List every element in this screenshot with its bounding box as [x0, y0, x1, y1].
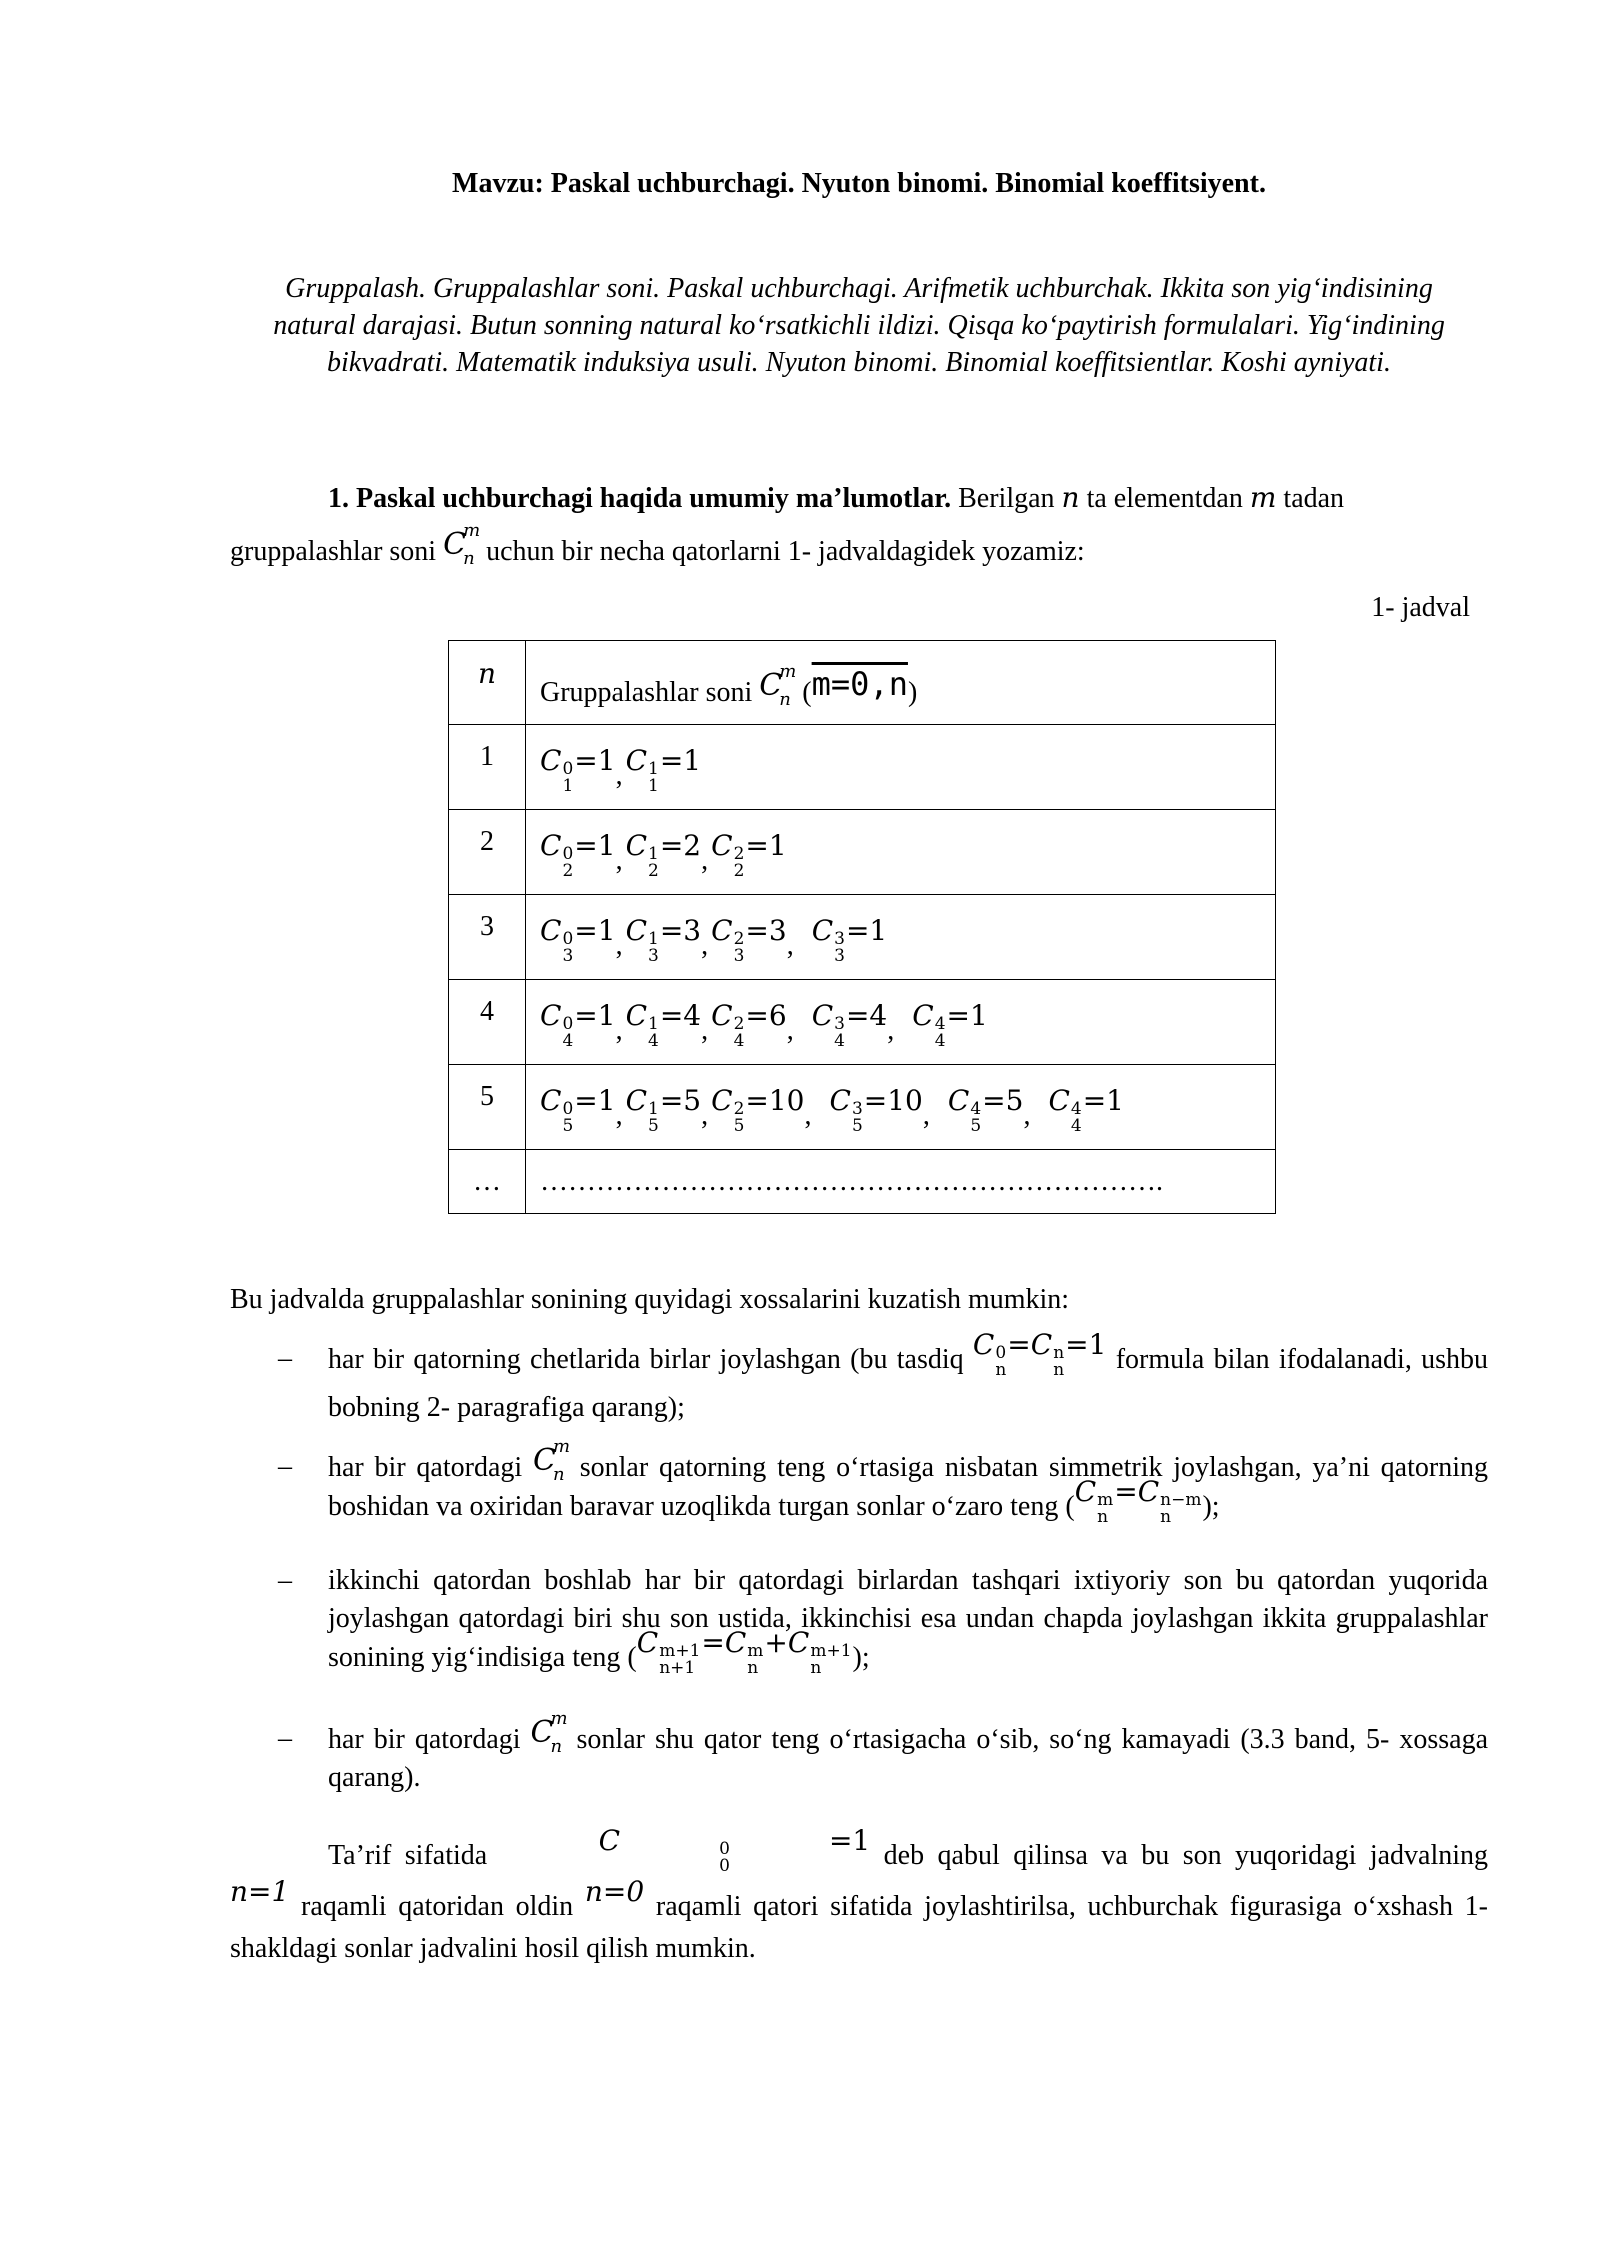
binomial-coefficient: C 0 5 = 1	[540, 1083, 616, 1136]
section-heading: 1. Paskal uchburchagi haqida umumiy ma’lumotlar.	[328, 483, 952, 514]
binomial-coefficient: C 3 4 = 4	[811, 998, 888, 1051]
math-n: n	[1061, 481, 1080, 514]
page-title: Mavzu: Paskal uchburchagi. Nyuton binomi. Binomial koeffitsiyent.	[452, 168, 1266, 199]
text: tadan	[1276, 483, 1345, 514]
header-n: n	[449, 641, 526, 725]
row-values: C 0 5 = 1 , C 1 5 = 5 , C 2 5 = 10 , C 3 5 = 10 , C 4 5 = 5 , C 4 4 = 1	[526, 1065, 1276, 1150]
math-m: m	[1249, 481, 1277, 514]
list-item: – har bir qatorning chetlarida birlar joylashgan (bu tasdiq C 0 n = C n n =1 formula bilan ifodalanadi, ushbu bobning 2- paragrafiga qarang);	[278, 1328, 1488, 1423]
binomial-coefficient: C 4 4 = 1	[1048, 1083, 1124, 1136]
list-item: – har bir qatordagi C m n sonlar qatorning teng o‘rtasiga nisbatan simmetrik joylashgan, ya’ni qatorning boshidan va oxiridan baravar uzoqlikda turgan sonlar o‘zaro teng ( C m n = C n−m n );	[278, 1436, 1488, 1527]
binomial-coefficient: C 3 3 = 1	[811, 913, 888, 966]
combinations-table	[448, 640, 1276, 1214]
binomial-coefficient: C 0 4 = 1	[540, 998, 616, 1051]
row-n: 1	[449, 725, 526, 810]
table-row-ellipsis	[449, 1150, 1276, 1214]
abstract: Gruppalash. Gruppalashlar soni. Paskal uchburchagi. Arifmetik uchburchak. Ikkita son yig‘indisining natural darajasi. Butun sonning natural ko‘rsatkichli ildizi. Qisqa ko‘paytirish formulalari. Yig‘indining bikvadrati. Matematik induksiya usuli. Nyuton binomi. Binomial koeffitsientlar. Koshi ayniyati.	[273, 273, 1445, 378]
binomial-coefficient: C 1 1 = 1	[625, 743, 702, 796]
binomial-coefficient: C 1 2 = 2	[625, 828, 702, 881]
row-dots: ………………………………………………………….	[526, 1150, 1276, 1214]
header-range: m=0,n	[811, 664, 908, 703]
binomial-coefficient: C 4 5 = 5	[947, 1083, 1024, 1136]
row-values: C 0 2 = 1 , C 1 2 = 2 , C 2 2 = 1	[526, 810, 1276, 895]
text: uchun bir necha qatorlarni 1- jadvaldagidek yozamiz:	[479, 536, 1085, 567]
row-values: C 0 4 = 1 , C 1 4 = 4 , C 2 4 = 6 , C 3 4 = 4 , C 4 4 = 1	[526, 980, 1276, 1065]
final-paragraph: Ta’rif sifatida C 0 0 =1 deb qabul qilinsa va bu son yuqoridagi jadvalning n=1 raqamli qatoridan oldin n=0 raqamli qatori sifatida joylashtirilsa, uchburchak figurasiga o‘xshash 1-shakldagi sonlar jadvalini hosil qilish mumkin.	[230, 1824, 1489, 1964]
binomial-coefficient: C 0 2 = 1	[540, 828, 616, 881]
table-row	[449, 725, 1276, 810]
row-n: 3	[449, 895, 526, 980]
row-n: …	[449, 1150, 526, 1214]
row-n: 5	[449, 1065, 526, 1150]
row-n: 4	[449, 980, 526, 1065]
binomial-coefficient: C 1 5 = 5	[625, 1083, 702, 1136]
section-1-paragraph-line2	[230, 520, 1488, 572]
binomial-coefficient: C 2 2 = 1	[711, 828, 787, 881]
list-item: – har bir qatordagi C m n sonlar shu qator teng o‘rtasigacha o‘sib, so‘ng kamayadi (3.3 band, 5- xossaga qarang).	[278, 1708, 1488, 1793]
text: Berilgan	[951, 483, 1062, 514]
table-row	[449, 895, 1276, 980]
binomial-coefficient: C 0 3 = 1	[540, 913, 616, 966]
binomial-coefficient: C 2 4 = 6	[711, 998, 787, 1051]
binomial-coefficient: C 1 3 = 3	[625, 913, 702, 966]
text: gruppalashlar soni	[230, 536, 444, 567]
binomial-coefficient: C 4 4 = 1	[912, 998, 988, 1051]
observation-intro: Bu jadvalda gruppalashlar sonining quyidagi xossalarini kuzatish mumkin:	[230, 1284, 1070, 1315]
row-values: C 0 1 = 1 , C 1 1 = 1	[526, 725, 1276, 810]
binomial-coefficient: C 3 5 = 10	[829, 1083, 923, 1136]
row-n: 2	[449, 810, 526, 895]
row-values: C 0 3 = 1 , C 1 3 = 3 , C 2 3 = 3 , C 3 3 = 1	[526, 895, 1276, 980]
section-1-paragraph	[230, 478, 1488, 519]
table-caption: 1- jadval	[1371, 592, 1470, 623]
text: ta elementdan	[1079, 483, 1250, 514]
table-row	[449, 980, 1276, 1065]
table-row	[449, 1065, 1276, 1150]
table-row	[449, 810, 1276, 895]
math-c-n-m: C m n	[443, 520, 481, 569]
binomial-coefficient: C 1 4 = 4	[625, 998, 702, 1051]
binomial-coefficient: C 2 5 = 10	[711, 1083, 805, 1136]
binomial-coefficient: C 0 1 = 1	[540, 743, 616, 796]
table-header-row	[449, 641, 1276, 725]
binomial-coefficient: C 2 3 = 3	[711, 913, 787, 966]
header-label: Gruppalashlar soni C m n (m=0,n)	[526, 641, 1276, 725]
list-item: – ikkinchi qatordan boshlab har bir qatordagi birlardan tashqari ixtiyoriy son bu qatordan yuqorida joylashgan qatordagi biri shu son ustida, ikkinchisi esa undan chapda joylashgan ikkita gruppalashlar sonining yig‘indisiga teng ( C m+1 n+1 = C m n + C m+1 n );	[278, 1565, 1488, 1678]
